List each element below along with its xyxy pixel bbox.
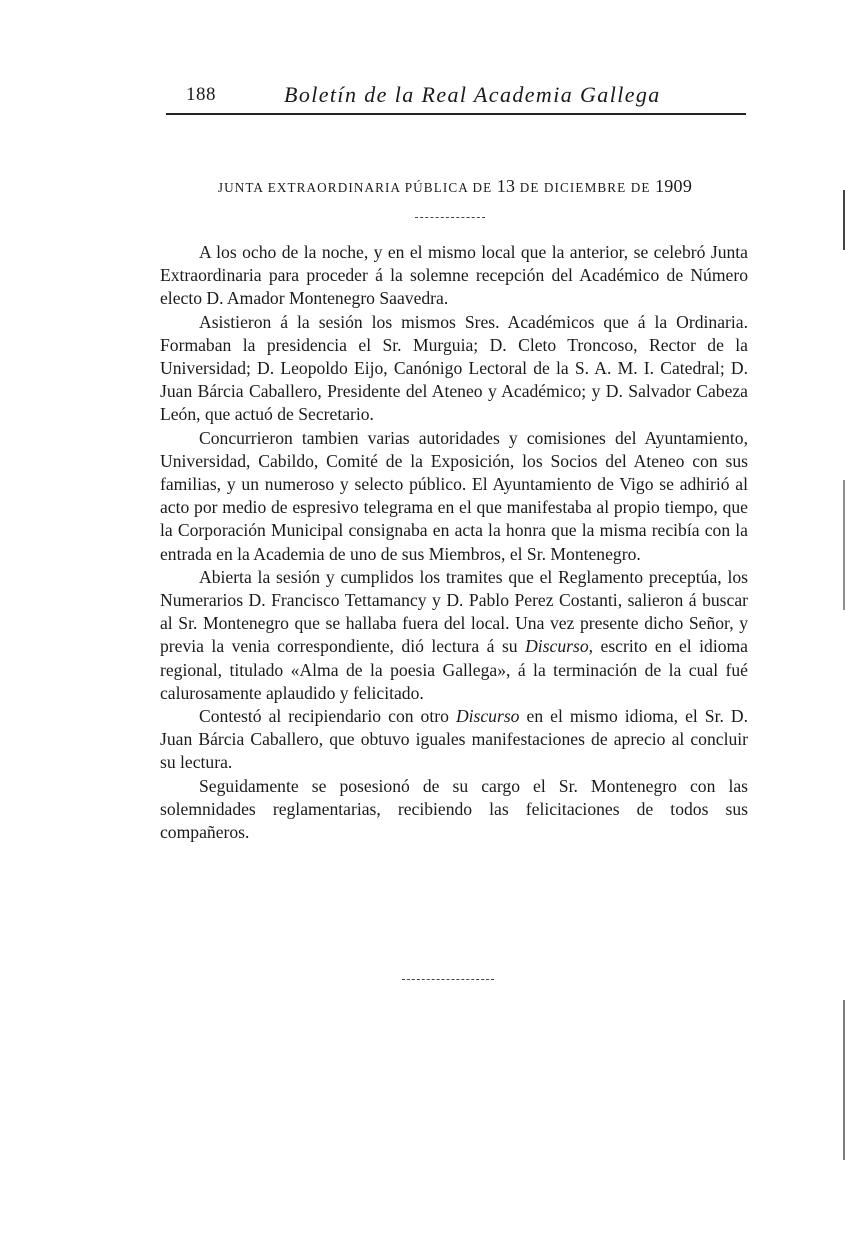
session-day: 13 [496, 176, 516, 196]
session-heading [160, 176, 750, 197]
session-heading-text: JUNTA EXTRAORDINARIA PÚBLICA DE [217, 180, 493, 195]
page-number: 188 [186, 84, 216, 105]
running-header [166, 82, 746, 114]
session-month: DE DICIEMBRE DE [519, 180, 651, 195]
paragraph-reception [160, 566, 748, 705]
paragraph-text-tail: escrito en el idioma regional, titulado «Alma de la poesia Gallega», á la terminación de la cual fué calurosamente aplaudido y felicitado. [160, 636, 748, 703]
paragraph-italic: Discurso [455, 706, 520, 727]
session-year: 1909 [654, 176, 693, 196]
paragraph-text-tail: en el mismo idioma, el Sr. D. Juan Bárcia Caballero, que obtuvo iguales manifestaciones de aprecio al concluir su lectura. [160, 706, 748, 773]
paragraph-closing [160, 775, 748, 845]
paragraph-text: Contestó al recipiendario con otro [199, 706, 449, 727]
scan-edge-mark [843, 480, 845, 610]
paragraph-attendance [160, 311, 748, 427]
paragraph-opening [160, 241, 748, 311]
paragraph-text: Seguidamente se posesionó de su cargo el Sr. Montenegro con las solemnidades reglamentarias, recibiendo las felicitaciones de todos sus compañeros. [160, 775, 748, 843]
journal-title: Boletín de la Real Academia Gallega [284, 82, 661, 107]
end-divider [402, 979, 494, 980]
scan-edge-mark [843, 190, 845, 250]
minutes-body [160, 241, 748, 844]
header-rule [166, 113, 746, 115]
heading-divider [415, 217, 485, 218]
paragraph-text: Concurrieron tambien varias autoridades y comisiones del Ayuntamiento, Universidad, Cabildo, Comité de la Exposición, los Socios del Ateneo con sus familias, y un numeroso y selecto público. El Ayuntamiento de Vigo se adhirió al acto por medio de espresivo telegrama en el que manifestaba al propio tiempo, que la Corporación Municipal consignaba en acta la honra que la misma recibía con la entrada en la Academia de uno de sus Miembros, el Sr. Montenegro. [160, 427, 748, 564]
paragraph-text: Abierta la sesión y cumplidos los tramites que el Reglamento preceptúa, los Numerarios D. Francisco Tettamancy y D. Pablo Perez Costanti, salieron á buscar al Sr. Montenegro que se hallaba fuera del local. Una vez presente dicho Señor, y previa la venia correspondiente, dió lectura á su [160, 566, 748, 657]
scan-edge-mark [843, 1000, 845, 1160]
paragraph-italic: Discurso, [525, 636, 594, 657]
paragraph-guests [160, 427, 748, 566]
paragraph-text: A los ocho de la noche, y en el mismo local que la anterior, se celebró Junta Extraordinaria para proceder á la solemne recepción del Académico de Número electo D. Amador Montenegro Saavedra. [160, 242, 748, 309]
paragraph-reply [160, 705, 748, 775]
paragraph-text: Asistieron á la sesión los mismos Sres. Académicos que á la Ordinaria. Formaban la presidencia el Sr. Murguia; D. Cleto Troncoso, Rector de la Universidad; D. Leopoldo Eijo, Canónigo Lectoral de la S. A. M. I. Catedral; D. Juan Bárcia Caballero, Presidente del Ateneo y Académico; y D. Salvador Cabeza León, que actuó de Secretario. [160, 311, 748, 425]
